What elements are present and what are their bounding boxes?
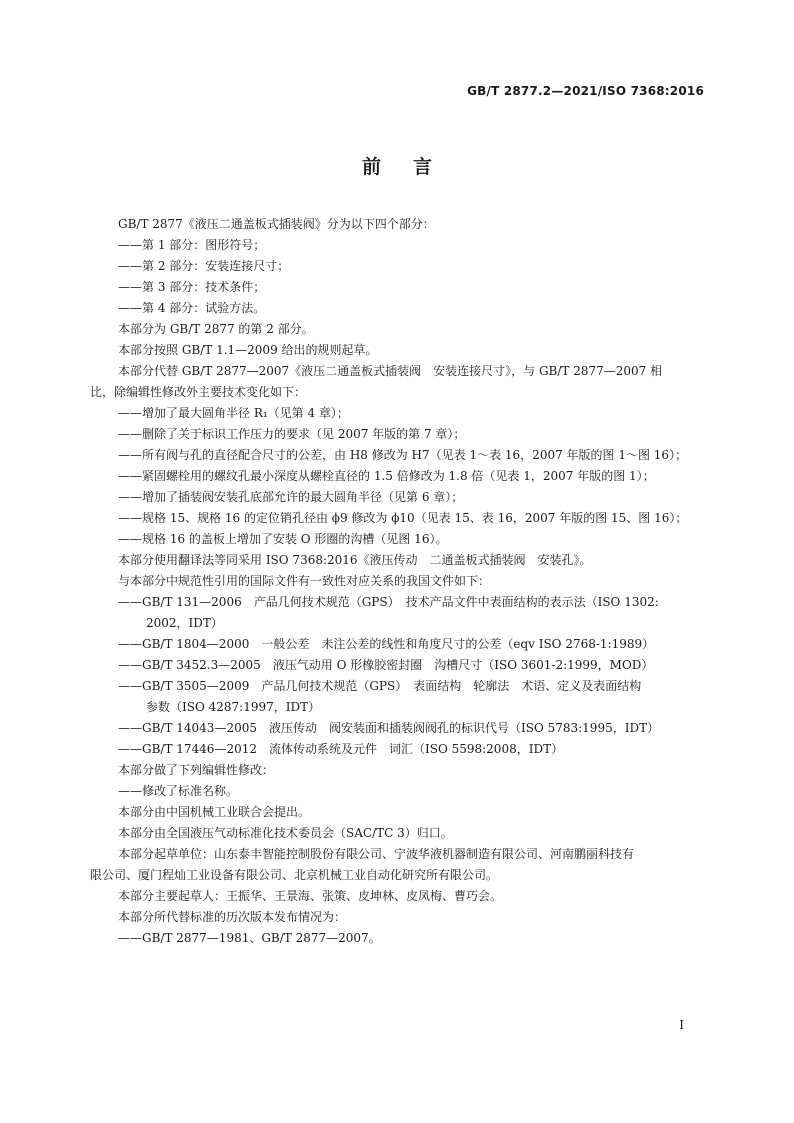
paragraph-line: 本部分由中国机械工业联合会提出。 (118, 805, 311, 819)
list-item: ——GB/T 3505—2009 产品几何技术规范（GPS） 表面结构 轮廓法 术语、定义及表面结构 (118, 679, 642, 693)
list-item-continuation: 2002，IDT） (146, 616, 223, 630)
paragraph-line: 本部分所代替标准的历次版本发布情况为： (118, 910, 347, 924)
paragraph-line: 本部分由全国液压气动标准化技术委员会（SAC/TC 3）归口。 (118, 826, 453, 840)
paragraph-line: 本部分代替 GB/T 2877—2007《液压二通盖板式插装阀 安装连接尺寸》，与 GB/T 2877—2007 相 (118, 364, 663, 378)
list-item: ——GB/T 131—2006 产品几何技术规范（GPS） 技术产品文件中表面结构的表示法（ISO 1302: (118, 595, 659, 609)
paragraph-line: GB/T 2877《液压二通盖板式插装阀》分为以下四个部分： (118, 217, 435, 231)
list-item: ——GB/T 3452.3—2005 液压气动用 O 形橡胶密封圈 沟槽尺寸（ISO 3601-2:1999，MOD） (118, 658, 654, 672)
list-item: ——修改了标准名称。 (118, 784, 239, 798)
paragraph-line: 本部分使用翻译法等同采用 ISO 7368:2016《液压传动 二通盖板式插装阀 安装孔》。 (118, 553, 592, 567)
list-item: ——GB/T 17446—2012 流体传动系统及元件 词汇（ISO 5598:2008，IDT） (118, 742, 564, 756)
list-item: ——紧固螺栓用的螺纹孔最小深度从螺栓直径的 1.5 倍修改为 1.8 倍（见表 1，2007 年版的图 1）； (118, 469, 655, 483)
list-item: ——第 3 部分：技术条件； (118, 280, 266, 294)
list-item: ——删除了关于标识工作压力的要求（见 2007 年版的第 7 章）； (118, 427, 466, 441)
list-item-continuation: 参数（ISO 4287:1997，IDT） (146, 700, 321, 714)
list-item: ——增加了最大圆角半径 R₁（见第 4 章）； (118, 406, 349, 420)
list-item: ——所有阀与孔的直径配合尺寸的公差，由 H8 修改为 H7（见表 1～表 16，2007 年版的图 1～图 16）； (118, 448, 688, 462)
paragraph-line: 本部分按照 GB/T 1.1—2009 给出的规则起草。 (118, 343, 378, 357)
paragraph-line: 本部分为 GB/T 2877 的第 2 部分。 (118, 322, 314, 336)
title-char-1: 前 (361, 156, 381, 178)
list-item: ——规格 15、规格 16 的定位销孔径由 ϕ9 修改为 ϕ10（见表 15、表 16，2007 年版的图 15、图 16）； (118, 511, 688, 525)
paragraph-line: 本部分主要起草人：王振华、王景海、张策、皮坤林、皮凤梅、曹巧会。 (118, 889, 503, 903)
title-char-2: 言 (413, 156, 433, 178)
paragraph-continuation: 比，除编辑性修改外主要技术变化如下： (90, 385, 307, 399)
list-item: ——增加了插装阀安装孔底部允许的最大圆角半径（见第 6 章）； (118, 490, 464, 504)
list-item: ——第 1 部分：图形符号； (118, 238, 266, 252)
page-title (0, 152, 794, 179)
paragraph-line: 与本部分中规范性引用的国际文件有一致性对应关系的我国文件如下： (118, 574, 491, 588)
paragraph-continuation: 限公司、厦门程灿工业设备有限公司、北京机械工业自动化研究所有限公司。 (90, 868, 499, 882)
paragraph-line: 本部分起草单位：山东泰丰智能控制股份有限公司、宁波华液机器制造有限公司、河南鹏丽科技有 (118, 847, 635, 861)
list-item: ——第 4 部分：试验方法。 (118, 301, 266, 315)
list-item: ——GB/T 2877—1981、GB/T 2877—2007。 (118, 931, 381, 945)
page-number: I (679, 1018, 684, 1032)
foreword-body (90, 214, 712, 949)
list-item: ——GB/T 14043—2005 液压传动 阀安装面和插装阀阀孔的标识代号（ISO 5783:1995，IDT） (118, 721, 660, 735)
list-item: ——规格 16 的盖板上增加了安装 O 形圈的沟槽（见图 16）。 (118, 532, 448, 546)
list-item: ——GB/T 1804—2000 一般公差 未注公差的线性和角度尺寸的公差（eqv ISO 2768-1:1989） (118, 637, 655, 651)
list-item: ——第 2 部分：安装连接尺寸； (118, 259, 290, 273)
standard-number: GB/T 2877.2—2021/ISO 7368:2016 (467, 84, 704, 98)
paragraph-line: 本部分做了下列编辑性修改： (118, 763, 275, 777)
